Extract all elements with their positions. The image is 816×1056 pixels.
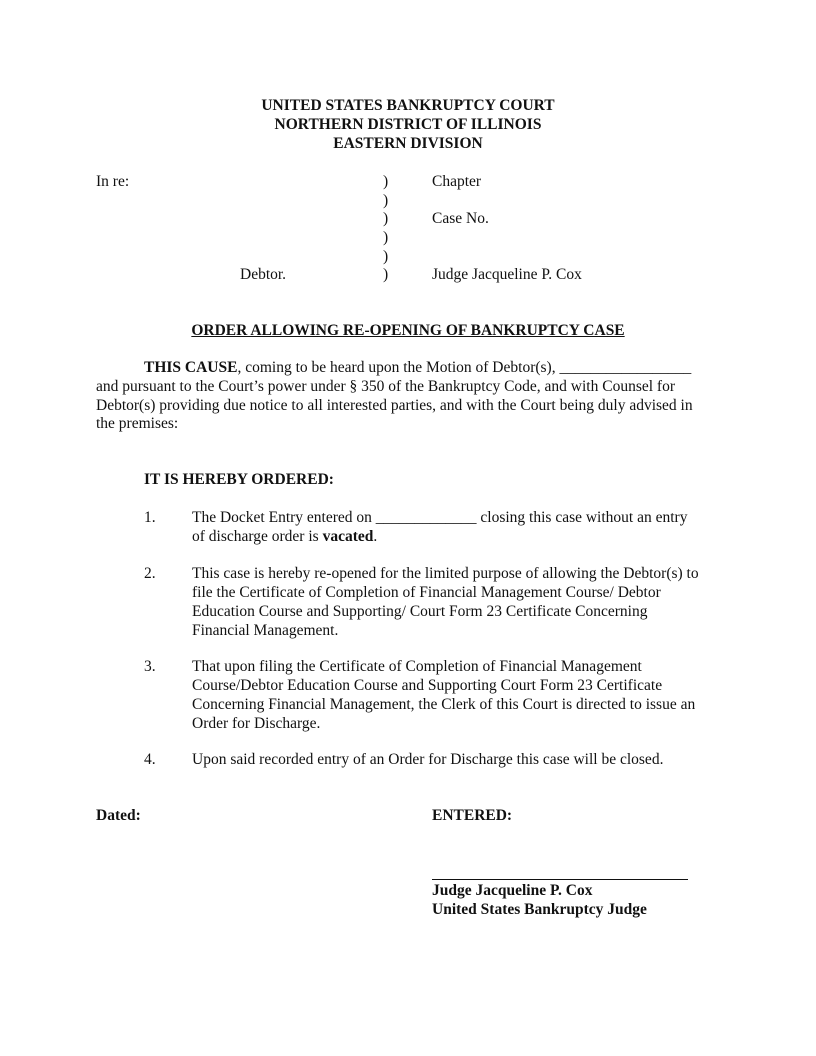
intro-line-1 <box>96 358 691 377</box>
order-item-3 <box>192 657 722 733</box>
entered-label: ENTERED: <box>432 807 513 824</box>
intro-text: , coming to be heard upon the Motion of Debtor(s), _________________ <box>237 359 692 376</box>
order-item-1 <box>192 508 722 546</box>
caption-paren: ) <box>383 266 389 283</box>
dated-label: Dated: <box>96 807 141 824</box>
item-number: 3. <box>144 658 156 675</box>
caption-paren: ) <box>383 248 389 265</box>
vacated-word: vacated <box>322 528 374 545</box>
caption-paren: ) <box>383 173 389 190</box>
judge-name: Judge Jacqueline P. Cox <box>432 882 593 899</box>
judge-title: United States Bankruptcy Judge <box>432 901 647 918</box>
item-line: Financial Management. <box>192 622 339 639</box>
item-number: 1. <box>144 509 156 526</box>
item-line: This case is hereby re-opened for the limited purpose of allowing the Debtor(s) to <box>192 565 699 582</box>
intro-lead: THIS CAUSE <box>144 359 238 376</box>
chapter-label: Chapter <box>432 173 482 190</box>
caption-judge: Judge Jacqueline P. Cox <box>432 266 582 283</box>
order-title: ORDER ALLOWING RE-OPENING OF BANKRUPTCY CASE <box>191 322 625 339</box>
item-line: Order for Discharge. <box>192 715 321 732</box>
intro-line-2: and pursuant to the Court’s power under § 350 of the Bankruptcy Code, and with Counsel for <box>96 378 675 395</box>
district-name: NORTHERN DISTRICT OF ILLINOIS <box>274 116 542 133</box>
debtor-label: Debtor. <box>240 266 287 283</box>
court-name: UNITED STATES BANKRUPTCY COURT <box>261 97 555 114</box>
signature-line <box>432 879 688 880</box>
case-number-label: Case No. <box>432 210 489 227</box>
item-line: Concerning Financial Management, the Clerk of this Court is directed to issue an <box>192 696 696 713</box>
item-line: file the Certificate of Completion of Financial Management Course/ Debtor <box>192 584 661 601</box>
item-line: Upon said recorded entry of an Order for Discharge this case will be closed. <box>192 751 664 768</box>
intro-line-4: the premises: <box>96 415 179 432</box>
item-line: The Docket Entry entered on _____________ closing this case without an entry <box>192 509 688 526</box>
item-number: 2. <box>144 565 156 582</box>
ordered-heading: IT IS HEREBY ORDERED: <box>144 471 334 488</box>
order-item-4 <box>192 750 722 769</box>
item-line: Education Course and Supporting/ Court Form 23 Certificate Concerning <box>192 603 648 620</box>
item-line: That upon filing the Certificate of Completion of Financial Management <box>192 658 642 675</box>
in-re-label: In re: <box>96 173 130 190</box>
order-item-2 <box>192 564 722 640</box>
caption-paren: ) <box>383 229 389 246</box>
item-line: Course/Debtor Education Course and Supporting Court Form 23 Certificate <box>192 677 663 694</box>
division-name: EASTERN DIVISION <box>333 135 483 152</box>
item-number: 4. <box>144 751 156 768</box>
item-line: of discharge order is vacated. <box>192 528 378 545</box>
intro-line-3: Debtor(s) providing due notice to all interested parties, and with the Court being duly advised in <box>96 397 693 414</box>
caption-paren: ) <box>383 210 389 227</box>
caption-paren: ) <box>383 192 389 209</box>
